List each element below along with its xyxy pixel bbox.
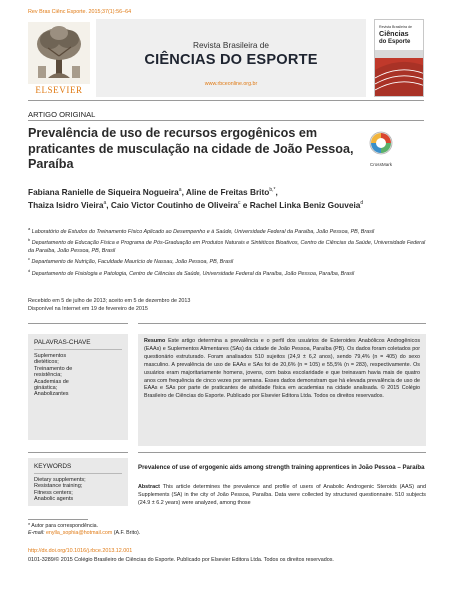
abstract-divider-right xyxy=(138,452,426,453)
author-separator: e xyxy=(240,200,250,211)
author-affiliation-mark: c xyxy=(237,200,241,207)
author-affiliation-mark: d xyxy=(360,200,364,207)
elsevier-wordmark: ELSEVIER xyxy=(35,85,83,95)
footnote-divider xyxy=(28,519,88,520)
cover-title-line2: Ciências xyxy=(379,29,409,38)
keyword-item: Fitness centers; xyxy=(34,489,73,496)
article-type-label: ARTIGO ORIGINAL xyxy=(28,110,96,119)
author-separator: , xyxy=(275,186,278,197)
author-separator: , xyxy=(181,186,186,197)
corresponding-author-note: * Autor para correspondência. xyxy=(28,523,99,529)
affiliation-text: Departamento de Fisiologia e Patologia, Centro de Ciências da Saúde, Universidade Federal da Paraíba, João Pessoa, Paraíba, Brasil xyxy=(31,270,355,277)
affiliation-item xyxy=(28,267,428,278)
author-name[interactable]: Aline de Freitas Brito xyxy=(185,186,270,197)
abstract-pt-label: Resumo xyxy=(144,338,166,344)
keyword-item: Treinamento de xyxy=(34,365,73,372)
author-affiliation-mark: a xyxy=(178,187,182,193)
english-title: Prevalence of use of ergogenic aids among strength training apprentices in João Pessoa – Paraíba xyxy=(138,464,425,471)
dates-divider-right xyxy=(138,323,426,324)
journal-website-link[interactable]: www.rbceonline.org.br xyxy=(204,81,258,87)
affiliation-item xyxy=(28,225,428,236)
abstract-en-label: Abstract xyxy=(138,484,160,490)
journal-masthead xyxy=(28,19,424,101)
email-label: E-mail: xyxy=(28,530,45,537)
affiliation-text: Departamento de Educação Física e Programa de Pós-Graduação em Produtos Naturais e Sintéticos Bioativos, Centro de Ciências da Saúde, Universidade Federal da Paraíba, João Pessoa, PB, Brasil xyxy=(28,240,426,254)
keyword-item: ginástica; xyxy=(34,385,58,392)
author-name[interactable]: Fabiana Ranielle de Siqueira Nogueira xyxy=(28,186,179,197)
keywords-en-panel xyxy=(28,458,128,506)
author-name[interactable]: Thaiza Isidro Vieira xyxy=(28,200,104,211)
journal-cover-thumbnail xyxy=(374,19,424,97)
abstract-en-paragraph xyxy=(138,484,426,508)
crossmark-badge[interactable] xyxy=(364,130,398,167)
received-accepted-date: Recebido em 5 de julho de 2013; aceito em 5 de dezembro de 2013 xyxy=(28,298,191,304)
affiliation-mark: a xyxy=(28,226,31,231)
author-name[interactable]: Caio Victor Coutinho de Oliveira xyxy=(110,200,238,211)
elsevier-tree-logo xyxy=(28,22,90,96)
corresponding-author-footnote xyxy=(28,523,208,537)
copyright-line: 0101-3289/© 2015 Colégio Brasileiro de Ciências do Esporte. Publicado por Elsevier Editora Ltda. Todos os direitos reservados. xyxy=(28,557,334,563)
crossmark-label: CrossMark xyxy=(369,162,393,167)
keyword-item: Anabolic agents xyxy=(34,496,74,503)
abstract-pt-panel xyxy=(138,334,426,446)
author-email-link[interactable]: enylla_sophia@hotmail.com xyxy=(45,530,113,537)
article-title: Prevalência de uso de recursos ergogênicos em praticantes de musculação na cidade de João Pessoa, Paraíba xyxy=(28,126,354,171)
affiliation-list xyxy=(28,225,428,278)
affiliation-mark: b xyxy=(28,237,31,243)
journal-reference: Rev Bras Ciênc Esporte. 2015;37(1):56–64 xyxy=(28,9,132,15)
affiliation-text: Laboratório de Estudos do Treinamento Físico Aplicado ao Desempenho e à Saúde, Universidade Federal da Paraíba, João Pessoa, PB, Brasil xyxy=(31,228,375,235)
article-type-divider xyxy=(28,120,424,121)
abstract-en-text: This article determines the prevalence and profile of users of Anabolic Androgenic Steroids (AAS) and Supplements (SA) in the city of João Pessoa, Paraíba. Data were collected by structured questionnaire. 510 subjects (24.9 ± 6.2 years) were analyzed, among those xyxy=(138,484,426,506)
keywords-pt-heading: PALAVRAS-CHAVE xyxy=(34,339,122,350)
affiliation-mark: c xyxy=(28,256,30,262)
abstract-divider-left xyxy=(28,452,128,453)
cover-title-line1: Revista Brasileira de xyxy=(379,25,412,29)
keyword-item: Anabolizantes xyxy=(34,391,69,398)
author-separator: , xyxy=(106,200,111,211)
dates-divider xyxy=(28,323,128,324)
keyword-item: Resistance training; xyxy=(34,483,83,490)
keyword-item: resistência; xyxy=(34,372,62,379)
author-list xyxy=(28,185,428,212)
author-name[interactable]: Rachel Linka Beniz Gouveia xyxy=(249,200,361,211)
affiliation-item xyxy=(28,255,428,266)
email-suffix: (A.F. Brito). xyxy=(113,530,141,537)
keyword-item: Dietary supplements; xyxy=(34,477,86,483)
keywords-en-heading: KEYWORDS xyxy=(34,463,122,474)
article-dates xyxy=(28,297,428,313)
online-date: Disponível na Internet em 19 de fevereiro de 2015 xyxy=(28,306,148,313)
keywords-pt-panel xyxy=(28,334,128,440)
keyword-item: dietéticos; xyxy=(34,359,59,366)
author-affiliation-mark: a xyxy=(103,200,107,207)
affiliation-mark: d xyxy=(28,267,31,273)
cover-title-line3: do Esporte xyxy=(379,39,411,45)
keyword-item: Academias de xyxy=(34,378,69,385)
affiliation-text: Departamento de Nutrição, Faculdade Maurício de Nassau, João Pessoa, PB, Brasil xyxy=(31,259,234,266)
abstract-pt-text: Este artigo determina a prevalência e o perfil dos usuários de Esteroides Anabólicos Androgênicos (EAAs) e Suplementos Alimentares (SAs) da cidade de João Pessoa, Paraíba (PB). Os dados foram coletados por questionário estruturado. Foram analisados 510 sujeitos (24,9 ± 6,2 anos), sendo 79,4% (n = 405) do sexo masculino. A prevalência de uso de EAAs e SAs foi de 20,6% (n = 105) e 55,5% (n = 283), respectivamente. Os usuários eram majoritariamente homens, jovens, com baixa escolaridade e que treinavam havia mais de quatro anos com frequência de cinco vezes por semana. Esses dados demonstram que há elevada prevalência de uso de EAAs e SAs por parte de praticantes de atividade física em academias na cidade analisada. © 2015 Colégio Brasileiro de Ciências do Esporte. Publicado por Elsevier Editora Ltda. Todos os direitos reservados. xyxy=(144,338,421,400)
journal-title-band xyxy=(96,19,366,97)
author-affiliation-mark: b,* xyxy=(269,187,276,193)
journal-name-small: Revista Brasileira de xyxy=(192,40,270,50)
journal-name-large: CIÊNCIAS DO ESPORTE xyxy=(144,52,318,68)
crossmark-icon xyxy=(364,130,398,156)
keyword-item: Suplementos xyxy=(34,353,67,359)
doi-link[interactable]: http://dx.doi.org/10.1016/j.rbce.2013.12.001 xyxy=(28,548,133,554)
affiliation-item xyxy=(28,236,428,255)
